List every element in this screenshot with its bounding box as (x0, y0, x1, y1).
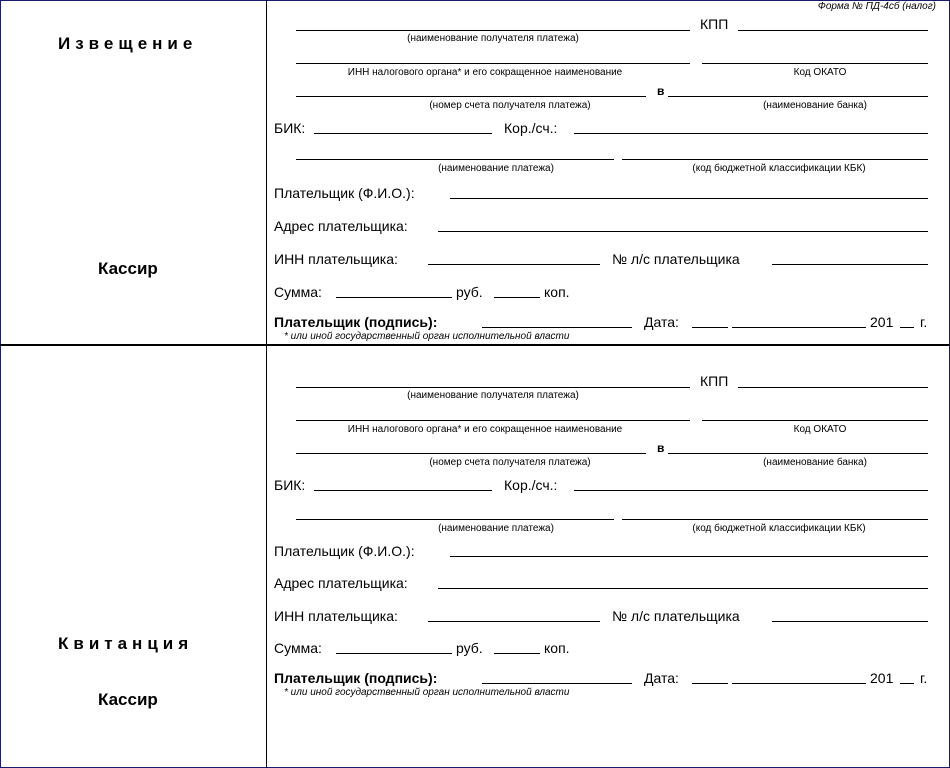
bik-label: БИК: (274, 120, 306, 136)
kop-label: коп. (544, 640, 570, 656)
in-word: в (657, 84, 665, 98)
kor-line[interactable] (574, 490, 928, 491)
payer-inn-line[interactable] (428, 264, 600, 265)
payer-fio-label: Плательщик (Ф.И.О.): (274, 543, 415, 559)
bank-line[interactable] (668, 453, 928, 454)
horizontal-divider (0, 344, 950, 346)
year-suffix: г. (920, 314, 928, 330)
kop-label: коп. (544, 284, 570, 300)
payer-fio-line[interactable] (450, 556, 928, 557)
footnote: * или иной государственный орган исполнительной власти (284, 687, 570, 698)
account-caption: (номер счета получателя платежа) (429, 457, 591, 468)
kpp-line[interactable] (738, 387, 928, 388)
payment-caption: (наименование платежа) (438, 523, 554, 534)
bik-line[interactable] (314, 490, 492, 491)
sum-kop-line[interactable] (494, 653, 540, 654)
payer-account-line[interactable] (772, 621, 928, 622)
notice-label: Извещение (58, 34, 198, 53)
date-month-line[interactable] (732, 683, 866, 684)
receipt-label: Квитанция (58, 634, 194, 653)
kbk-caption: (код бюджетной классификации КБК) (692, 523, 866, 534)
sum-kop-line[interactable] (494, 297, 540, 298)
sum-rub-line[interactable] (336, 653, 452, 654)
inn-caption: ИНН налогового органа* и его сокращенное наименование (347, 424, 623, 435)
payer-inn-label: ИНН плательщика: (274, 251, 398, 267)
cashier-label-top: Кассир (98, 259, 158, 278)
inn-caption: ИНН налогового органа* и его сокращенное наименование (347, 67, 623, 78)
rub-label: руб. (456, 640, 483, 656)
account-caption: (номер счета получателя платежа) (429, 100, 591, 111)
signature-line[interactable] (482, 683, 632, 684)
date-day-line[interactable] (692, 683, 728, 684)
cashier-label-bottom: Кассир (98, 690, 158, 709)
account-line[interactable] (296, 96, 646, 97)
inn-line[interactable] (296, 63, 690, 64)
date-label: Дата: (644, 314, 679, 330)
bik-line[interactable] (314, 133, 492, 134)
kpp-line[interactable] (738, 30, 928, 31)
kbk-line[interactable] (622, 519, 928, 520)
payment-line[interactable] (296, 519, 614, 520)
kpp-label: КПП (700, 16, 729, 32)
date-label: Дата: (644, 670, 679, 686)
payer-account-line[interactable] (772, 264, 928, 265)
signature-line[interactable] (482, 327, 632, 328)
year-line[interactable] (900, 327, 914, 328)
payment-line[interactable] (296, 159, 614, 160)
form-title: Форма № ПД-4сб (налог) (817, 1, 936, 12)
kor-line[interactable] (574, 133, 928, 134)
kpp-label: КПП (700, 373, 729, 389)
in-word: в (657, 441, 665, 455)
okato-line[interactable] (702, 63, 928, 64)
kbk-caption: (код бюджетной классификации КБК) (692, 163, 866, 174)
sum-label: Сумма: (274, 284, 322, 300)
recipient-caption: (наименование получателя платежа) (407, 33, 579, 44)
payer-address-label: Адрес плательщика: (274, 218, 408, 234)
year-label: 201 (870, 670, 894, 686)
okato-line[interactable] (702, 420, 928, 421)
payment-caption: (наименование платежа) (438, 163, 554, 174)
sum-rub-line[interactable] (336, 297, 452, 298)
payer-inn-label: ИНН плательщика: (274, 608, 398, 624)
bank-caption: (наименование банка) (763, 100, 867, 111)
account-line[interactable] (296, 453, 646, 454)
year-line[interactable] (900, 683, 914, 684)
sum-label: Сумма: (274, 640, 322, 656)
vertical-divider (266, 0, 267, 768)
payer-account-label: № л/с плательщика (612, 608, 740, 624)
year-label: 201 (870, 314, 894, 330)
recipient-caption: (наименование получателя платежа) (407, 390, 579, 401)
recipient-line[interactable] (296, 387, 690, 388)
signature-label: Плательщик (подпись): (274, 670, 438, 686)
recipient-line[interactable] (296, 30, 690, 31)
rub-label: руб. (456, 284, 483, 300)
payer-inn-line[interactable] (428, 621, 600, 622)
kor-label: Кор./сч.: (504, 120, 558, 136)
payer-fio-label: Плательщик (Ф.И.О.): (274, 185, 415, 201)
kor-label: Кор./сч.: (504, 477, 558, 493)
payer-address-line[interactable] (438, 588, 928, 589)
inn-line[interactable] (296, 420, 690, 421)
okato-caption: Код ОКАТО (793, 67, 847, 78)
payer-address-label: Адрес плательщика: (274, 575, 408, 591)
date-month-line[interactable] (732, 327, 866, 328)
bik-label: БИК: (274, 477, 306, 493)
signature-label: Плательщик (подпись): (274, 314, 438, 330)
payer-fio-line[interactable] (450, 198, 928, 199)
bank-caption: (наименование банка) (763, 457, 867, 468)
payer-address-line[interactable] (438, 231, 928, 232)
year-suffix: г. (920, 670, 928, 686)
date-day-line[interactable] (692, 327, 728, 328)
footnote: * или иной государственный орган исполнительной власти (284, 331, 570, 342)
kbk-line[interactable] (622, 159, 928, 160)
payer-account-label: № л/с плательщика (612, 251, 740, 267)
okato-caption: Код ОКАТО (793, 424, 847, 435)
bank-line[interactable] (668, 96, 928, 97)
